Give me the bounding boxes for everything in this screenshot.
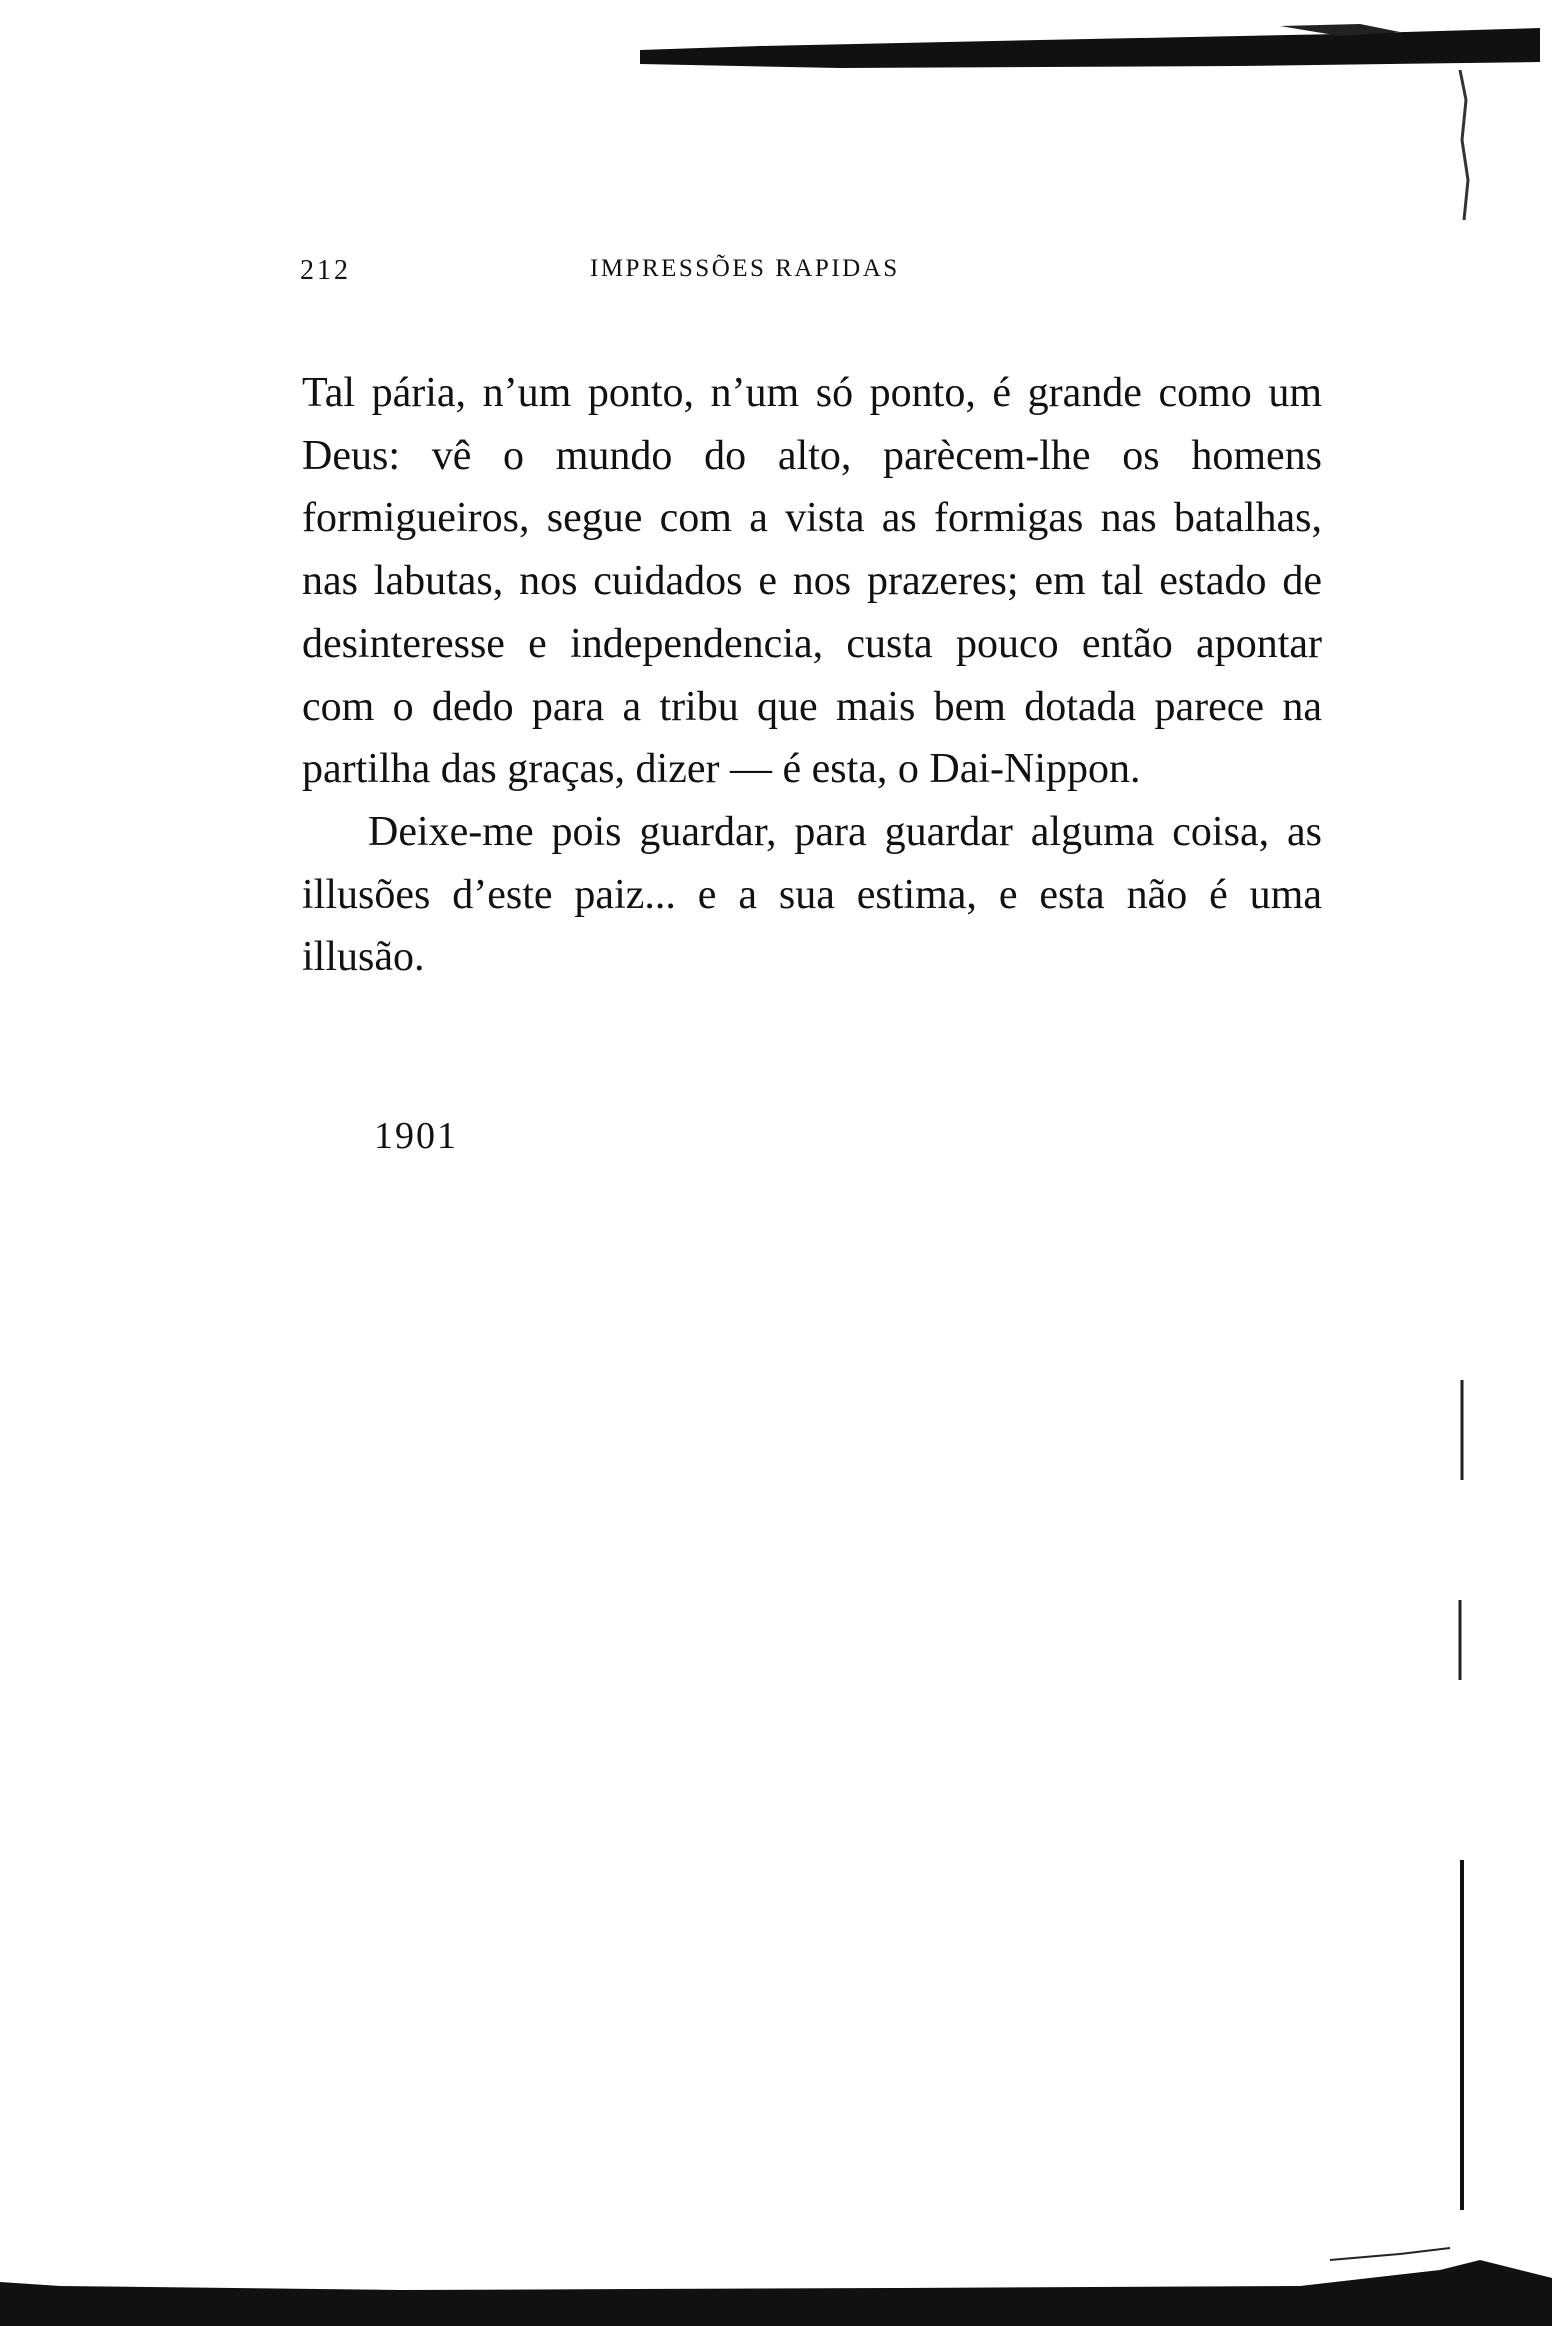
paragraph: Tal pária, n’um ponto, n’um só ponto, é grande como um Deus: vê o mundo do alto, parècem-lhe os homens formigueiros, segue com a vista as formigas nas batalhas, nas labutas, nos cuidados e nos prazeres; em tal estado de desinteresse e independencia, custa pouco então apontar com o dedo para a tribu que mais bem dotada parece na partilha das graças, dizer — é esta, o Dai-Nippon. [302, 370, 1322, 793]
body-text [302, 362, 1322, 989]
paragraph: Deixe-me pois guardar, para guardar alguma coisa, as illusões d’este paiz... e a sua estima, e esta não é uma illusão. [302, 808, 1322, 981]
running-header [300, 255, 990, 295]
scan-edge-right [1410, 60, 1552, 2260]
scan-edge-bottom [0, 2230, 1552, 2326]
scan-edge-top [640, 22, 1540, 68]
running-title: IMPRESSÕES RAPIDAS [590, 255, 900, 282]
page-number: 212 [300, 255, 351, 286]
date-line: 1901 [374, 1115, 458, 1157]
